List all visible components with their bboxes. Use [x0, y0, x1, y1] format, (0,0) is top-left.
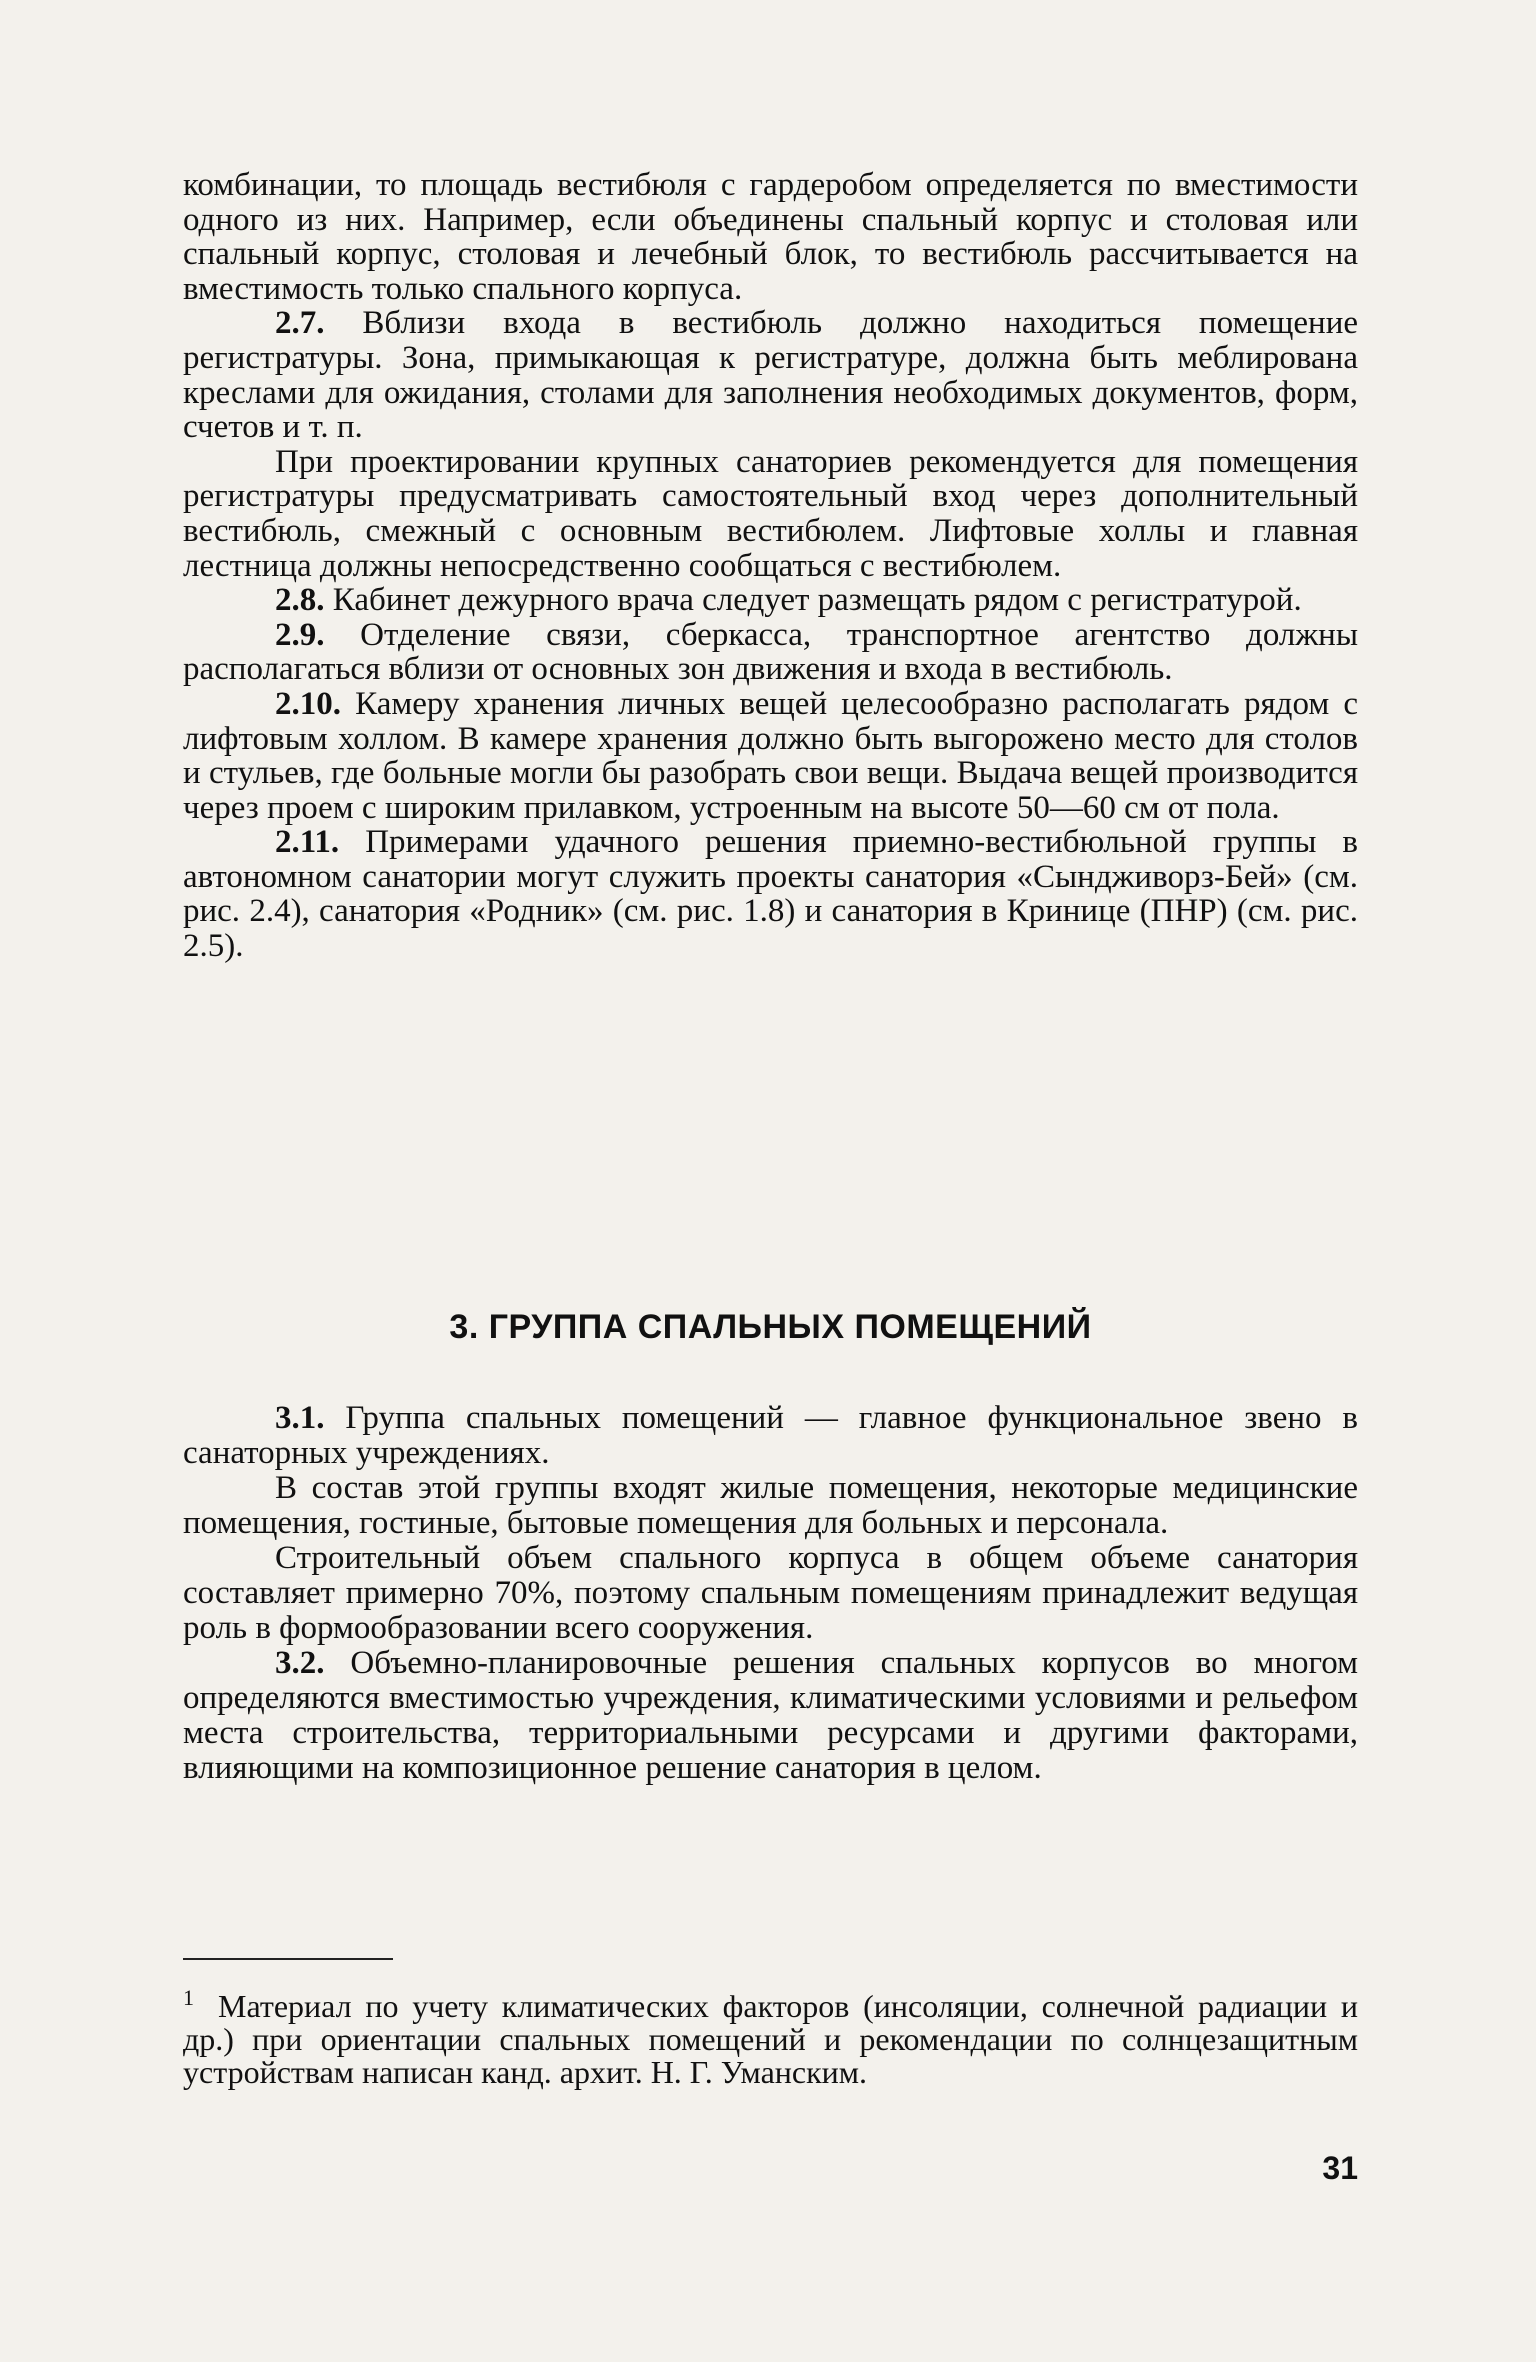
page-number: 31	[1322, 2150, 1358, 2186]
paragraph-2-10	[183, 687, 1358, 825]
paragraph-continuation	[183, 168, 1358, 306]
paragraph-text: При проектировании крупных санаториев рекомендуется для помещения регистратуры предусматривать самостоятельный вход через дополнительный вестибюль, смежный с основным вестибюлем. Лифтовые холлы и главная лестница должны непосредственно сообщаться с вестибюлем.	[183, 443, 1358, 584]
paragraph-registry-entrance	[183, 445, 1358, 583]
paragraph-2-9	[183, 618, 1358, 687]
paragraph-number: 2.10.	[275, 685, 341, 722]
footnote-text: Материал по учету климатических факторов (инсоляции, солнечной радиации и др.) при ориентации спальных помещений и рекомендации по солнцезащитным устройствам написан канд. архит. Н. Г. Уманским.	[183, 1988, 1358, 2090]
paragraph-text: Объемно-планировочные решения спальных корпусов во многом определяются вместимостью учреждения, климатическими условиями и рельефом места строительства, территориальными ресурсами и другими факторами, влияющими на композиционное решение санатория в целом.	[183, 1645, 1358, 1786]
paragraph-text: В состав этой группы входят жилые помещения, некоторые медицинские помещения, гостиные, бытовые помещения для больных и персонала.	[183, 1470, 1358, 1541]
section-title: 3. ГРУППА СПАЛЬНЫХ ПОМЕЩЕНИЙ	[449, 1308, 1092, 1346]
paragraph-text: Камеру хранения личных вещей целесообразно располагать рядом с лифтовым холлом. В камере хранения должно быть выгорожено место для столов и стульев, где больные могли бы разобрать свои вещи. Выдача вещей производится через проем с широким прилавком, устроенным на высоте 50—60 см от пола.	[183, 685, 1358, 826]
document-page	[183, 168, 1358, 2318]
paragraph-group-composition	[183, 1471, 1358, 1541]
paragraph-text: Примерами удачного решения приемно-вестибюльной группы в автономном санатории могут служить проекты санатория «Сындживорз-Бей» (см. рис. 2.4), санатория «Родник» (см. рис. 1.8) и санатория в Кринице (ПНР) (см. рис. 2.5).	[183, 824, 1358, 965]
paragraph-text: Строительный объем спального корпуса в общем объеме санатория составляет примерно 70%, поэтому спальным помещениям принадлежит ведущая роль в формообразовании всего сооружения.	[183, 1540, 1358, 1646]
paragraph-number: 2.8.	[275, 582, 325, 619]
paragraph-number: 3.1.	[275, 1400, 325, 1436]
paragraph-number: 2.11.	[275, 824, 340, 861]
footnote-divider	[183, 1958, 393, 1960]
paragraph-text: Кабинет дежурного врача следует размещать рядом с регистратурой.	[324, 582, 1302, 619]
paragraph-3-2	[183, 1646, 1358, 1786]
paragraph-building-volume	[183, 1541, 1358, 1646]
paragraph-2-8	[183, 583, 1358, 618]
paragraph-text: Вблизи входа в вестибюль должно находиться помещение регистратуры. Зона, примыкающая к регистратуре, должна быть меблирована креслами для ожидания, столами для заполнения необходимых документов, форм, счетов и т. п.	[183, 305, 1358, 446]
paragraph-text: Отделение связи, сберкасса, транспортное агентство должны располагаться вблизи от основных зон движения и входа в вестибюль.	[183, 616, 1358, 688]
paragraph-number: 3.2.	[275, 1645, 325, 1681]
paragraph-number: 2.7.	[275, 305, 325, 342]
paragraph-text: комбинации, то площадь вестибюля с гардеробом определяется по вместимости одного из них. Например, если объединены спальный корпус и столовая или спальный корпус, столовая и лечебный блок, то вестибюль рассчитывается на вместимость только спального корпуса.	[183, 167, 1358, 307]
paragraph-2-7	[183, 306, 1358, 444]
text-block-section-3	[183, 1401, 1358, 1786]
footnote-mark: 1	[183, 1985, 194, 2011]
footnote	[183, 1985, 1358, 2090]
footnote-paragraph	[183, 1985, 1358, 2090]
paragraph-text: Группа спальных помещений — главное функциональное звено в санаторных учреждениях.	[183, 1400, 1358, 1471]
text-block-intro	[183, 168, 1358, 964]
paragraph-number: 2.9.	[275, 616, 325, 653]
paragraph-2-11	[183, 825, 1358, 963]
paragraph-3-1	[183, 1401, 1358, 1471]
